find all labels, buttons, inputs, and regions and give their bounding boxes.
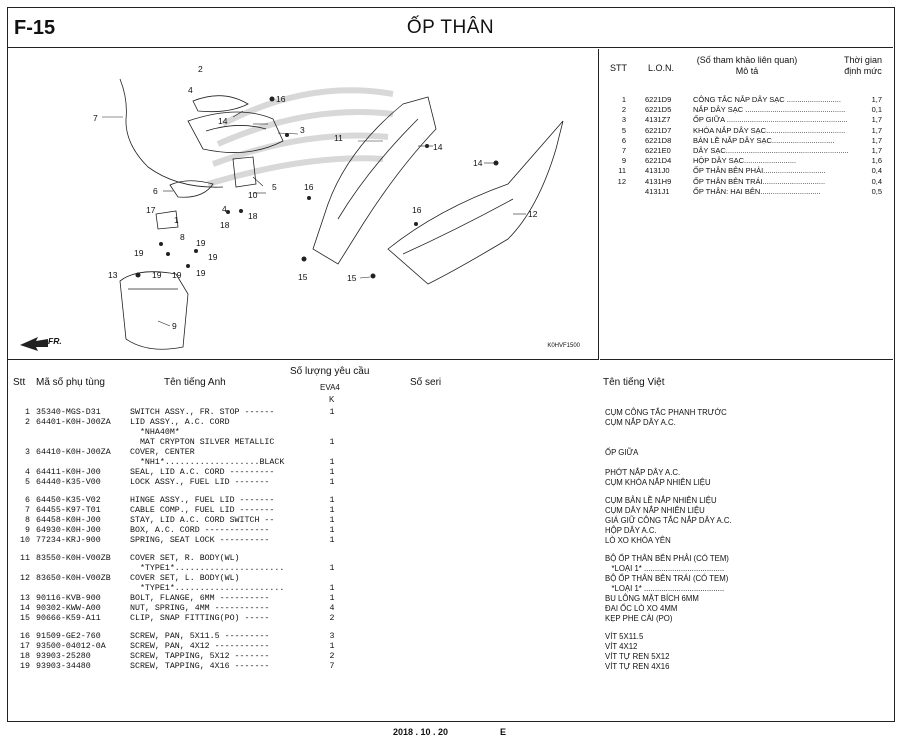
ref-stt: 2 bbox=[621, 105, 626, 115]
parts-table-row bbox=[8, 428, 893, 438]
part-english-name: SCREW, PAN, 4X12 ----------- bbox=[130, 642, 270, 651]
ref-description: ỐP THÂN: HAI BÊN............................. bbox=[693, 186, 821, 196]
part-quantity: 1 bbox=[329, 496, 335, 505]
part-stt: 4 bbox=[25, 468, 30, 477]
ref-stt: 7 bbox=[621, 146, 626, 155]
part-vietnamese-name: LÒ XO KHÓA YÊN bbox=[605, 536, 671, 545]
part-quantity: 3 bbox=[329, 632, 335, 641]
edition-code: E bbox=[500, 727, 507, 737]
callout-17: 17 bbox=[146, 205, 156, 215]
part-number: 83550-K0H-V00ZB bbox=[36, 554, 111, 563]
part-english-name: HINGE ASSY., FUEL LID ------- bbox=[130, 496, 275, 505]
parts-table-row bbox=[8, 536, 893, 546]
part-number: 64411-K0H-J00 bbox=[36, 468, 101, 477]
ref-lon: 6221D7 bbox=[645, 125, 672, 135]
parts-table-row bbox=[8, 448, 893, 458]
parts-table-row bbox=[8, 478, 893, 488]
part-english-name: *TYPE1*...................... bbox=[130, 564, 285, 573]
parts-table-row bbox=[8, 584, 893, 594]
part-quantity: 1 bbox=[329, 564, 335, 573]
part-vietnamese-name: VÍT 5X11.5 bbox=[605, 632, 644, 641]
part-quantity: 1 bbox=[329, 478, 335, 487]
part-english-name: BOX, A.C. CORD ------------- bbox=[130, 526, 270, 535]
part-number: 93500-04012-0A bbox=[36, 642, 106, 651]
ref-description: ỐP THÂN BÊN PHẢI.............................. bbox=[693, 166, 826, 176]
parts-table-row bbox=[8, 594, 893, 604]
page-title: ỐP THÂN bbox=[406, 17, 495, 38]
part-number: 91509-GE2-760 bbox=[36, 632, 101, 641]
part-english-name: CLIP, SNAP FITTING(PO) ----- bbox=[130, 614, 270, 623]
ref-row bbox=[600, 177, 893, 187]
ref-row bbox=[600, 187, 893, 197]
ref-lon: 4131Z7 bbox=[645, 115, 671, 125]
parts-table-row bbox=[8, 564, 893, 574]
part-number: 64930-K0H-J00 bbox=[36, 526, 101, 535]
part-english-name: *TYPE1*...................... bbox=[130, 584, 285, 593]
part-stt: 15 bbox=[20, 614, 30, 623]
part-quantity: 1 bbox=[329, 536, 335, 545]
callout-19b: 19 bbox=[134, 248, 144, 258]
ref-description: ỐP GIỮA .......................................................... bbox=[693, 115, 848, 125]
ref-stt: 1 bbox=[621, 95, 626, 104]
ref-description: CÔNG TẮC NẮP DÂY SẠC .......................... bbox=[693, 95, 841, 104]
part-vietnamese-name: PHỚT NẮP DÂY A.C. bbox=[605, 468, 681, 477]
ref-lon: 6221D5 bbox=[645, 105, 672, 115]
callout-10: 10 bbox=[248, 190, 258, 200]
ref-row bbox=[600, 146, 893, 156]
part-quantity: 2 bbox=[329, 614, 335, 623]
part-vietnamese-name: KẸP PHE CÀI (PO) bbox=[605, 614, 673, 623]
part-number: 90116-KVB-900 bbox=[36, 594, 101, 603]
callout-16c: 16 bbox=[412, 205, 422, 215]
parts-table-row bbox=[8, 662, 893, 672]
part-stt: 7 bbox=[25, 506, 30, 515]
part-stt: 3 bbox=[25, 448, 30, 457]
part-number: 64455-K97-T01 bbox=[36, 506, 101, 515]
ref-stt: 3 bbox=[621, 115, 626, 125]
parts-table-row bbox=[8, 632, 893, 642]
part-english-name: NUT, SPRING, 4MM ----------- bbox=[130, 604, 270, 613]
part-quantity: 1 bbox=[329, 438, 335, 447]
callout-15: 15 bbox=[298, 272, 308, 282]
part-vietnamese-name: *LOẠI 1* ..................................... bbox=[605, 564, 725, 573]
ref-stt: 12 bbox=[617, 176, 626, 186]
callout-16b: 16 bbox=[304, 182, 314, 192]
parts-table-row bbox=[8, 408, 893, 418]
callout-18: 18 bbox=[248, 211, 258, 221]
part-number: 35340-MGS-D31 bbox=[36, 408, 101, 417]
diagram-illustration bbox=[8, 49, 599, 360]
callout-7: 7 bbox=[93, 113, 98, 123]
part-quantity: 1 bbox=[329, 458, 335, 467]
part-stt: 19 bbox=[20, 662, 30, 671]
part-vietnamese-name: VÍT TỰ REN 4X16 bbox=[605, 662, 670, 671]
col-header-quantity: Số lượng yêu cầu bbox=[290, 366, 370, 377]
watermark-wing-logo bbox=[208, 90, 393, 184]
part-vietnamese-name: HỘP DÂY A.C. bbox=[605, 526, 657, 535]
parts-table-row bbox=[8, 652, 893, 662]
part-vietnamese-name: BỘ ỐP THÂN BÊN PHẢI (CÓ TEM) bbox=[605, 554, 729, 563]
part-english-name: CABLE COMP., FUEL LID ------- bbox=[130, 506, 275, 515]
col-header-stt: Stt bbox=[13, 377, 26, 388]
ref-lon: 4131H9 bbox=[645, 176, 672, 186]
exploded-parts-diagram bbox=[8, 49, 599, 360]
ref-header-time-line1: Thời gian bbox=[844, 55, 882, 65]
callout-19a: 19 bbox=[196, 238, 206, 248]
parts-table-row bbox=[8, 418, 893, 428]
callout-8: 8 bbox=[180, 232, 185, 242]
callout-numbers bbox=[93, 64, 538, 331]
ref-time: 1,7 bbox=[871, 115, 882, 125]
part-english-name: SWITCH ASSY., FR. STOP ------ bbox=[130, 408, 275, 417]
callout-12: 12 bbox=[528, 209, 538, 219]
front-marker: FR. bbox=[48, 336, 62, 346]
part-stt: 16 bbox=[20, 632, 30, 641]
ref-header-lon: L.O.N. bbox=[648, 63, 675, 73]
callout-19f: 19 bbox=[172, 270, 182, 280]
part-quantity: 1 bbox=[329, 408, 335, 417]
ref-row bbox=[600, 115, 893, 125]
part-vietnamese-name: CỤM KHÓA NẮP NHIÊN LIỆU bbox=[605, 478, 711, 487]
part-stt: 12 bbox=[20, 574, 30, 583]
ref-time: 1,7 bbox=[871, 146, 882, 155]
part-stt: 5 bbox=[25, 478, 30, 487]
callout-1: 1 bbox=[174, 215, 179, 225]
parts-table-row bbox=[8, 506, 893, 516]
col-header-english-name: Tên tiếng Anh bbox=[164, 377, 226, 388]
col-header-model: EVA4 bbox=[320, 383, 340, 392]
part-vietnamese-name: BU LÔNG MẶT BÍCH 6MM bbox=[605, 594, 699, 603]
charge-cord-box bbox=[120, 272, 188, 350]
part-english-name: BOLT, FLANGE, 6MM ---------- bbox=[130, 594, 270, 603]
part-stt: 10 bbox=[20, 536, 30, 545]
callout-3: 3 bbox=[300, 125, 305, 135]
parts-table-row bbox=[8, 614, 893, 624]
ref-header-line1: (Số tham khảo liên quan) bbox=[696, 55, 798, 65]
ref-time: 0,4 bbox=[871, 166, 882, 176]
part-english-name: *NH1*...................BLACK bbox=[130, 458, 285, 467]
part-quantity: 4 bbox=[329, 604, 335, 613]
ref-row bbox=[600, 95, 893, 105]
part-stt: 13 bbox=[20, 594, 30, 603]
ref-header-time bbox=[838, 55, 888, 77]
part-english-name: SEAL, LID A.C. CORD --------- bbox=[130, 468, 275, 477]
callout-14b: 14 bbox=[433, 142, 443, 152]
ref-header-time-line2: định mức bbox=[844, 66, 882, 76]
ref-description: BẢN LỀ NẮP DÂY SẠC.............................. bbox=[693, 135, 835, 145]
labor-reference-panel bbox=[600, 49, 893, 360]
part-number: 64410-K0H-J00ZA bbox=[36, 448, 111, 457]
callout-11: 11 bbox=[334, 133, 343, 143]
part-stt: 14 bbox=[20, 604, 30, 613]
ref-time: 1,7 bbox=[871, 125, 882, 135]
part-number: 93903-25280 bbox=[36, 652, 91, 661]
callout-14: 14 bbox=[218, 116, 228, 126]
diagram-reference-code: K0HVF1500 bbox=[547, 343, 580, 349]
callout-18b: 18 bbox=[220, 220, 230, 230]
part-number: 77234-KRJ-900 bbox=[36, 536, 101, 545]
ref-lon: 6221D8 bbox=[645, 135, 672, 145]
ref-lon: 4131J0 bbox=[645, 166, 670, 176]
part-number: 64458-K0H-J00 bbox=[36, 516, 101, 525]
part-quantity: 1 bbox=[329, 526, 335, 535]
part-number: 93903-34480 bbox=[36, 662, 91, 671]
part-english-name: MAT CRYPTON SILVER METALLIC bbox=[130, 438, 275, 447]
parts-table-row bbox=[8, 642, 893, 652]
part-quantity: 1 bbox=[329, 642, 335, 651]
ref-description: ỐP THÂN BÊN TRÁI.............................. bbox=[693, 176, 826, 186]
ref-time: 0,5 bbox=[871, 186, 882, 196]
parts-table-row bbox=[8, 604, 893, 614]
ref-time: 1,7 bbox=[871, 95, 882, 104]
parts-table-row bbox=[8, 438, 893, 448]
ref-lon: 4131J1 bbox=[645, 186, 670, 196]
callout-15b: 15 bbox=[347, 273, 357, 283]
part-vietnamese-name: CỤM DÂY NẮP NHIÊN LIỆU bbox=[605, 506, 705, 515]
left-body-cover bbox=[388, 121, 563, 284]
ref-row bbox=[600, 166, 893, 176]
ref-header-description bbox=[692, 55, 802, 77]
part-number: 83650-K0H-V00ZB bbox=[36, 574, 111, 583]
callout-14c: 14 bbox=[473, 158, 483, 168]
part-vietnamese-name: CỤM CÔNG TẮC PHANH TRƯỚC bbox=[605, 408, 727, 417]
ref-stt: 5 bbox=[621, 125, 626, 135]
col-header-type: K bbox=[329, 395, 335, 404]
part-quantity: 1 bbox=[329, 584, 335, 593]
ref-header-line2: Mô tả bbox=[735, 66, 759, 76]
part-english-name: STAY, LID A.C. CORD SWITCH -- bbox=[130, 516, 275, 525]
ref-description: KHÓA NẮP DÂY SẠC...................................... bbox=[693, 125, 846, 135]
part-vietnamese-name: *LOẠI 1* ..................................... bbox=[605, 584, 725, 593]
part-vietnamese-name: VÍT TỰ REN 5X12 bbox=[605, 652, 670, 661]
page-frame bbox=[7, 7, 895, 722]
figure-code: F-15 bbox=[14, 17, 56, 39]
part-vietnamese-name: CỤM NẮP DÂY A.C. bbox=[605, 418, 676, 427]
callout-19e: 19 bbox=[196, 268, 206, 278]
front-arrow-icon bbox=[20, 337, 48, 351]
callout-16: 16 bbox=[276, 94, 286, 104]
parts-table-row bbox=[8, 496, 893, 506]
ref-stt: 11 bbox=[618, 166, 626, 176]
ref-time: 0,4 bbox=[871, 176, 882, 186]
ref-stt: 9 bbox=[621, 156, 626, 166]
parts-table-row bbox=[8, 468, 893, 478]
part-vietnamese-name: CỤM BẢN LỀ NẮP NHIÊN LIỆU bbox=[605, 496, 717, 505]
ref-time: 0,1 bbox=[871, 105, 882, 115]
part-number: 64450-K35-V02 bbox=[36, 496, 101, 505]
part-stt: 6 bbox=[25, 496, 30, 505]
publication-date: 2018 . 10 . 20 bbox=[393, 727, 449, 737]
callout-5: 5 bbox=[272, 182, 277, 192]
callout-4b: 4 bbox=[222, 204, 227, 214]
part-stt: 2 bbox=[25, 418, 30, 427]
parts-table-header bbox=[8, 361, 893, 411]
part-english-name: LOCK ASSY., FUEL LID ------- bbox=[130, 478, 270, 487]
ref-lon: 6221D4 bbox=[645, 156, 672, 166]
part-vietnamese-name: GIÁ GIỮ CÔNG TẮC NẮP DÂY A.C. bbox=[605, 516, 732, 525]
col-header-part-number: Mã số phụ tùng bbox=[36, 377, 105, 388]
parts-table-row bbox=[8, 526, 893, 536]
part-stt: 8 bbox=[25, 516, 30, 525]
part-stt: 17 bbox=[20, 642, 30, 651]
part-stt: 18 bbox=[20, 652, 30, 661]
part-vietnamese-name: ỐP GIỮA bbox=[605, 448, 639, 457]
parts-table-row bbox=[8, 516, 893, 526]
ref-time: 1,7 bbox=[871, 135, 882, 145]
lid-hinge bbox=[170, 181, 213, 198]
part-quantity: 1 bbox=[329, 506, 335, 515]
part-number: 64401-K0H-J00ZA bbox=[36, 418, 111, 427]
part-quantity: 1 bbox=[329, 594, 335, 603]
right-body-cover bbox=[313, 97, 436, 264]
callout-2: 2 bbox=[198, 64, 203, 74]
part-vietnamese-name: VÍT 4X12 bbox=[605, 642, 638, 651]
part-number: 90302-KWW-A00 bbox=[36, 604, 101, 613]
part-english-name: COVER SET, L. BODY(WL) bbox=[130, 574, 240, 583]
col-header-vietnamese-name: Tên tiếng Việt bbox=[603, 377, 665, 388]
callout-4: 4 bbox=[188, 85, 193, 95]
ref-description: DÂY SẠC........................................................... bbox=[693, 146, 849, 155]
ref-row bbox=[600, 105, 893, 115]
ref-lon: 6221E0 bbox=[645, 146, 671, 155]
page-header bbox=[8, 8, 893, 48]
callout-9: 9 bbox=[172, 321, 177, 331]
ref-stt: 6 bbox=[621, 135, 626, 145]
ref-description: NẮP DÂY SẠC ................................................ bbox=[693, 105, 846, 115]
part-vietnamese-name: BỘ ỐP THÂN BÊN TRÁI (CÓ TEM) bbox=[605, 574, 729, 583]
part-quantity: 7 bbox=[329, 662, 335, 671]
part-stt: 9 bbox=[25, 526, 30, 535]
callout-19d: 19 bbox=[152, 270, 162, 280]
part-quantity: 2 bbox=[329, 652, 335, 661]
ref-time: 1,6 bbox=[871, 156, 882, 166]
part-english-name: SCREW, PAN, 5X11.5 --------- bbox=[130, 632, 270, 641]
ref-row bbox=[600, 156, 893, 166]
part-stt: 1 bbox=[25, 408, 30, 417]
part-quantity: 1 bbox=[329, 516, 335, 525]
part-stt: 11 bbox=[20, 554, 30, 563]
ref-row bbox=[600, 136, 893, 146]
ref-description: HỘP DÂY SẠC......................... bbox=[693, 156, 797, 166]
fuel-lid-cable bbox=[120, 79, 223, 187]
part-number: 64440-K35-V00 bbox=[36, 478, 101, 487]
parts-table-row bbox=[8, 458, 893, 468]
ref-row bbox=[600, 126, 893, 136]
part-english-name: SPRING, SEAT LOCK ---------- bbox=[130, 536, 270, 545]
ref-header-stt: STT bbox=[610, 63, 627, 73]
part-english-name: *NHA40M* bbox=[130, 428, 180, 437]
part-english-name: LID ASSY., A.C. CORD bbox=[130, 418, 230, 427]
part-vietnamese-name: ĐAI ỐC LÒ XO 4MM bbox=[605, 604, 678, 613]
part-english-name: COVER SET, R. BODY(WL) bbox=[130, 554, 240, 563]
parts-table-row bbox=[8, 554, 893, 564]
callout-13: 13 bbox=[108, 270, 118, 280]
callout-6: 6 bbox=[153, 186, 158, 196]
parts-table-row bbox=[8, 574, 893, 584]
col-header-serial: Số seri bbox=[410, 377, 442, 388]
part-number: 90666-K59-A11 bbox=[36, 614, 101, 623]
callout-19c: 19 bbox=[208, 252, 218, 262]
charge-cord-lid bbox=[193, 96, 248, 112]
ref-lon: 6221D9 bbox=[645, 95, 672, 104]
part-english-name: SCREW, TAPPING, 4X16 ------- bbox=[130, 662, 270, 671]
part-quantity: 1 bbox=[329, 468, 335, 477]
part-english-name: COVER, CENTER bbox=[130, 448, 195, 457]
part-english-name: SCREW, TAPPING, 5X12 ------- bbox=[130, 652, 270, 661]
